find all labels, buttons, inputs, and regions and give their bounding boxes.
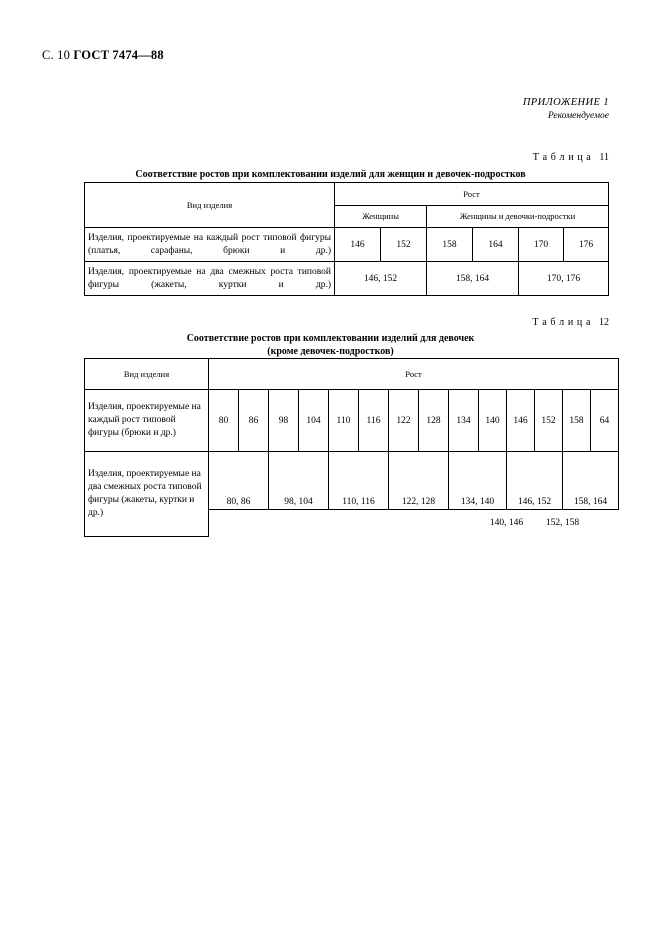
appendix-subtitle: Рекомендуемое [547, 111, 609, 122]
table-12-row1-v4: 104 [299, 390, 329, 452]
table-11 [84, 182, 609, 296]
table-11-header-kind: Вид изделия [85, 183, 335, 228]
table-11-row1-v5: 170 [519, 228, 564, 262]
table-12-row1-v9: 134 [449, 390, 479, 452]
table-12-row2-label: Изделия, проектируемые на два смежных роста типовой фигуры (жакеты, куртки и др.) [85, 452, 209, 537]
table-11-row1-v6: 176 [564, 228, 609, 262]
table-11-row2-label: Изделия, проектируемые на два смежных роста типовой фигуры (жакеты, куртки и др.) [85, 262, 335, 296]
table-row [85, 183, 609, 206]
table-row [85, 359, 619, 390]
table-12-row2-v5: 134, 140 [449, 452, 507, 510]
table-11-label-word: Т а б л и ц а [532, 152, 592, 163]
table-11-row1-v2: 152 [381, 228, 427, 262]
table-12-row1-v11: 146 [507, 390, 535, 452]
table-12-caption-line1: Соответствие ростов при комплектовании изделий для девочек [186, 333, 475, 344]
table-12-row1-v7: 122 [389, 390, 419, 452]
table-row [85, 452, 619, 510]
standard-designation: ГОСТ 7474—88 [73, 48, 164, 62]
table-12-row1-v10: 140 [479, 390, 507, 452]
table-12-row1-label: Изделия, проектируемые на каждый рост типовой фигуры (брюки и др.) [85, 390, 209, 452]
page-number: С. 10 [42, 48, 71, 62]
table-12-label [532, 317, 609, 328]
table-12-row2-v4: 122, 128 [389, 452, 449, 510]
table-12-header-height: Рост [209, 359, 619, 390]
table-12-row1-v8: 128 [419, 390, 449, 452]
table-12-row1-v13: 158 [563, 390, 591, 452]
table-11-label-number: 11 [599, 152, 609, 163]
table-12 [84, 358, 619, 537]
table-11-row1-v1: 146 [335, 228, 381, 262]
table-11-row1-v4: 164 [473, 228, 519, 262]
table-11-row2-v1: 146, 152 [335, 262, 427, 296]
table-12-caption-line2: (кроме девочек-подростков) [267, 346, 394, 357]
table-12-row2-v2: 98, 104 [269, 452, 329, 510]
table-11-header-women: Женщины [335, 205, 427, 228]
table-12-row2-v7: 158, 164 [563, 452, 619, 510]
table-12-label-word: Т а б л и ц а [532, 317, 591, 328]
table-11-header-women-girls: Женщины и девочки-подростки [427, 205, 609, 228]
table-11-label [533, 152, 609, 163]
table-12-row2-v6: 146, 152 [507, 452, 563, 510]
table-11-row1-v3: 158 [427, 228, 473, 262]
table-row [85, 262, 609, 296]
table-12-row1-v5: 110 [329, 390, 359, 452]
appendix-block [523, 95, 609, 124]
table-11-row2-v2: 158, 164 [427, 262, 519, 296]
table-12-row2-v3: 110, 116 [329, 452, 389, 510]
table-12-row1-v12: 152 [535, 390, 563, 452]
table-11-row2-v3: 170, 176 [519, 262, 609, 296]
table-12-label-number: 12 [599, 317, 609, 328]
table-12-row1-v1: 80 [209, 390, 239, 452]
table-row [85, 228, 609, 262]
table-12-row1-v2: 86 [239, 390, 269, 452]
page-header [42, 48, 164, 63]
appendix-title: ПРИЛОЖЕНИЕ 1 [522, 97, 609, 108]
table-11-header-height: Рост [335, 183, 609, 206]
table-12-row2-b1: 140, 146 [489, 518, 524, 528]
table-12-row2-v1: 80, 86 [209, 452, 269, 510]
table-12-row1-v14: 64 [591, 390, 619, 452]
table-row [85, 390, 619, 452]
table-12-row1-v6: 116 [359, 390, 389, 452]
table-12-row2-b2: 152, 158 [545, 518, 580, 528]
table-11-row1-label: Изделия, проектируемые на каждый рост типовой фигуры (платья, сарафаны, брюки и др.) [85, 228, 335, 262]
table-12-row1-v3: 98 [269, 390, 299, 452]
table-11-caption: Соответствие ростов при комплектовании изделий для женщин и девочек-подростков [135, 169, 526, 180]
table-12-header-kind: Вид изделия [85, 359, 209, 390]
